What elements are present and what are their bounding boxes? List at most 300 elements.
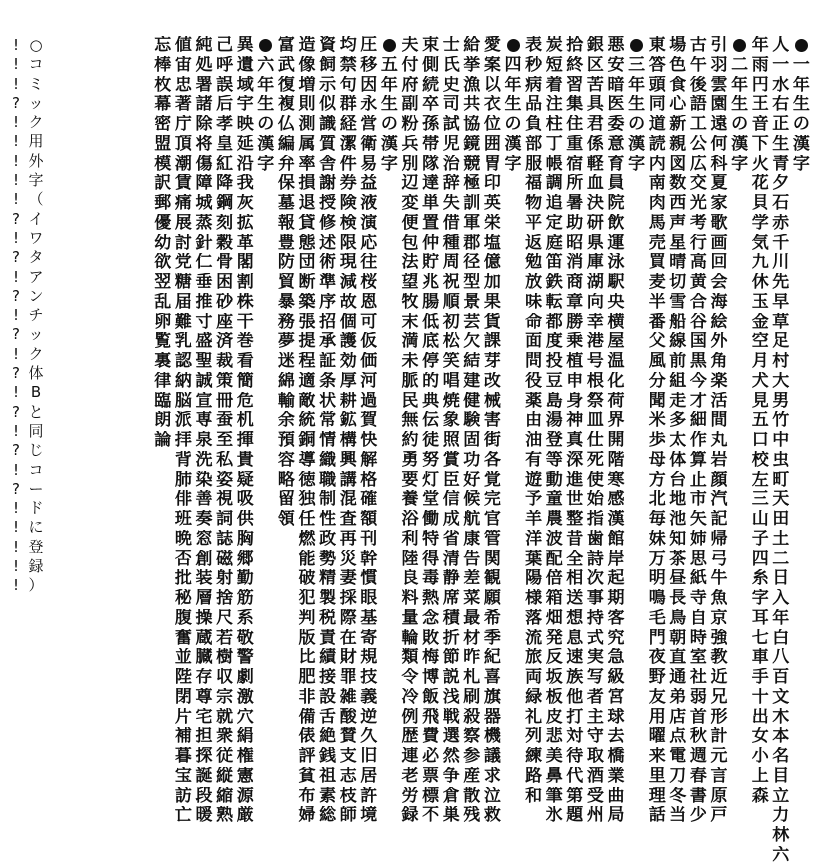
kanji-char: 粉 xyxy=(401,115,419,134)
kanji-char: 尺 xyxy=(216,608,234,628)
footnote-char: ! xyxy=(12,36,19,54)
kanji-char: 治 xyxy=(442,154,460,174)
kanji-char: 箱 xyxy=(545,589,563,608)
kanji-char: 里 xyxy=(648,766,666,786)
kanji-char: 員 xyxy=(607,174,625,194)
kanji-char: 犬 xyxy=(751,371,769,391)
kanji-column xyxy=(215,36,235,826)
footnote-char: ） xyxy=(28,576,44,595)
kanji-char: 文 xyxy=(772,687,790,707)
kanji-char: 存 xyxy=(195,668,213,687)
kanji-char: 則 xyxy=(298,95,316,115)
grade-heading-column xyxy=(379,36,399,174)
kanji-char: 入 xyxy=(772,589,790,608)
kanji-char: 手 xyxy=(751,668,769,687)
kanji-char: 肉 xyxy=(648,194,666,213)
kanji-char: 揮 xyxy=(236,431,254,450)
kanji-char: 第 xyxy=(566,786,584,806)
kanji-char: 純 xyxy=(195,36,213,55)
kanji-char: 年 xyxy=(772,608,790,628)
kanji-char: 型 xyxy=(463,273,481,292)
kanji-char: 害 xyxy=(483,411,501,431)
kanji-char: 査 xyxy=(339,510,357,529)
kanji-char: 飛 xyxy=(422,707,440,727)
kanji-char: 対 xyxy=(566,727,584,747)
kanji-char: 魚 xyxy=(710,589,728,608)
kanji-char: 画 xyxy=(710,233,728,253)
kanji-char: 絶 xyxy=(319,727,337,747)
kanji-char: 詞 xyxy=(216,510,234,529)
kanji-char: 晩 xyxy=(174,529,192,549)
kanji-char: 羊 xyxy=(525,510,543,529)
kanji-char: 等 xyxy=(545,450,563,470)
kanji-char: 述 xyxy=(319,233,337,253)
kanji-char: 集 xyxy=(566,95,584,115)
kanji-char: 展 xyxy=(174,213,192,233)
kanji-char: 側 xyxy=(422,55,440,75)
kanji-char: 助 xyxy=(566,213,584,233)
kanji-char: 件 xyxy=(339,154,357,174)
kanji-char: 面 xyxy=(525,332,543,352)
kanji-char: 委 xyxy=(607,115,625,134)
kanji-char: 節 xyxy=(442,648,460,668)
kanji-char: 不 xyxy=(422,806,440,826)
kanji-char: 枝 xyxy=(339,786,357,806)
kanji-char: 仁 xyxy=(195,253,213,273)
kanji-char: 字 xyxy=(257,154,275,174)
kanji-char: 約 xyxy=(401,431,419,450)
kanji-char: 護 xyxy=(339,332,357,352)
kanji-char: 海 xyxy=(710,292,728,312)
kanji-char: 失 xyxy=(442,194,460,213)
kanji-char: 屋 xyxy=(607,332,625,352)
kanji-char: 簡 xyxy=(236,371,254,391)
kanji-char: 戸 xyxy=(710,806,728,826)
kanji-char: 労 xyxy=(401,786,419,806)
kanji-char: 得 xyxy=(422,549,440,569)
kanji-char: 漁 xyxy=(463,75,481,95)
kanji-char: 度 xyxy=(545,332,563,352)
kanji-char: 航 xyxy=(463,510,481,529)
kanji-char: 服 xyxy=(525,154,543,174)
kanji-char: の xyxy=(731,115,749,134)
kanji-char: 寄 xyxy=(360,628,378,648)
kanji-char: 銅 xyxy=(298,431,316,450)
kanji-char: 単 xyxy=(422,194,440,213)
kanji-char: 立 xyxy=(772,786,790,806)
kanji-char: 練 xyxy=(525,747,543,766)
kanji-char: 残 xyxy=(463,806,481,826)
kanji-char: 革 xyxy=(236,233,254,253)
kanji-char: 週 xyxy=(689,747,707,766)
kanji-char: 憲 xyxy=(236,766,254,786)
kanji-char: 並 xyxy=(174,648,192,668)
kanji-char: 表 xyxy=(525,36,543,55)
kanji-char: 百 xyxy=(772,668,790,687)
kanji-char: 善 xyxy=(195,490,213,510)
kanji-char: 乱 xyxy=(154,292,172,312)
kanji-char: 素 xyxy=(319,786,337,806)
footnote-char: ! xyxy=(12,576,19,595)
kanji-char: 便 xyxy=(401,213,419,233)
kanji-char: 易 xyxy=(360,154,378,174)
kanji-char: 具 xyxy=(586,95,604,115)
kanji-char: 礼 xyxy=(525,707,543,727)
kanji-char: 実 xyxy=(586,648,604,668)
kanji-char: 明 xyxy=(648,569,666,589)
kanji-char: 賀 xyxy=(360,411,378,431)
kanji-char: 議 xyxy=(483,747,501,766)
kanji-char: 少 xyxy=(689,806,707,826)
kanji-char: 秘 xyxy=(174,589,192,608)
kanji-char: 改 xyxy=(483,371,501,391)
kanji-char: 千 xyxy=(772,233,790,253)
kanji-char: 合 xyxy=(689,292,707,312)
footnote-char: ク xyxy=(28,113,44,132)
kanji-char: 判 xyxy=(298,608,316,628)
kanji-char: 求 xyxy=(483,766,501,786)
kanji-char: 暗 xyxy=(607,75,625,95)
kanji-char: 生 xyxy=(504,95,522,115)
grade-heading-column xyxy=(503,36,523,174)
kanji-char: 内 xyxy=(648,154,666,174)
kanji-char: 台 xyxy=(669,470,687,490)
kanji-char: 線 xyxy=(669,332,687,352)
kanji-char: 再 xyxy=(339,529,357,549)
kanji-char: 専 xyxy=(195,411,213,431)
kanji-char: 豊 xyxy=(277,233,295,253)
kanji-char: 筆 xyxy=(545,786,563,806)
kanji-char: 聖 xyxy=(195,352,213,371)
kanji-char: 石 xyxy=(772,194,790,213)
kanji-char: 綿 xyxy=(277,371,295,391)
kanji-char: 書 xyxy=(689,786,707,806)
kanji-char: 備 xyxy=(298,707,316,727)
kanji-char: 訓 xyxy=(463,194,481,213)
kanji-char: 初 xyxy=(442,312,460,332)
kanji-char: 都 xyxy=(545,312,563,332)
kanji-char: 裁 xyxy=(216,352,234,371)
kanji-char: 年 xyxy=(751,36,769,55)
kanji-char: 協 xyxy=(463,115,481,134)
kanji-char: 貿 xyxy=(277,273,295,292)
kanji-char: 忠 xyxy=(174,75,192,95)
kanji-char: 苦 xyxy=(586,75,604,95)
kanji-char: の xyxy=(792,115,810,134)
kanji-column xyxy=(194,36,214,826)
footnote-char: ? xyxy=(12,286,20,305)
kanji-char: 塩 xyxy=(483,233,501,253)
kanji-char: 勉 xyxy=(525,253,543,273)
kanji-char: 正 xyxy=(772,115,790,134)
kanji-char: 話 xyxy=(648,806,666,826)
kanji-char: 価 xyxy=(360,352,378,371)
kanji-char: 胃 xyxy=(483,154,501,174)
kanji-char: 優 xyxy=(154,213,172,233)
kanji-char: 層 xyxy=(195,589,213,608)
kanji-char: 危 xyxy=(236,391,254,411)
kanji-char: 戦 xyxy=(442,707,460,727)
kanji-char: 院 xyxy=(607,194,625,213)
kanji-char: 油 xyxy=(525,431,543,450)
kanji-char: 例 xyxy=(401,707,419,727)
kanji-char: 泳 xyxy=(607,253,625,273)
kanji-char: 翌 xyxy=(154,273,172,292)
kanji-char: 日 xyxy=(772,569,790,589)
kanji-char: 事 xyxy=(586,589,604,608)
footnote-char: B xyxy=(30,383,42,402)
kanji-char: 臨 xyxy=(154,391,172,411)
kanji-char: 孝 xyxy=(216,115,234,134)
kanji-char: 景 xyxy=(463,292,481,312)
kanji-char: 論 xyxy=(154,431,172,450)
kanji-char: 遠 xyxy=(710,115,728,134)
kanji-char: 討 xyxy=(174,233,192,253)
kanji-char: 婦 xyxy=(298,806,316,826)
kanji-char: 属 xyxy=(298,134,316,154)
kanji-char: 受 xyxy=(586,786,604,806)
kanji-char: 近 xyxy=(710,668,728,687)
kanji-char: 去 xyxy=(607,727,625,747)
kanji-char: 験 xyxy=(463,411,481,431)
kanji-char: 犯 xyxy=(298,589,316,608)
footnote-char: コ xyxy=(28,460,44,479)
bullet-icon xyxy=(791,36,811,56)
kanji-char: 古 xyxy=(689,36,707,55)
kanji-char: 覚 xyxy=(483,470,501,490)
kanji-char: 浅 xyxy=(442,687,460,707)
kanji-char: 号 xyxy=(586,352,604,371)
kanji-char: 竹 xyxy=(772,411,790,431)
kanji-char: 条 xyxy=(319,371,337,391)
kanji-char: 遊 xyxy=(525,470,543,490)
kanji-char: 畑 xyxy=(545,608,563,628)
kanji-column xyxy=(771,36,791,866)
kanji-char: 公 xyxy=(689,134,707,154)
footnote-char: 録 xyxy=(28,557,44,576)
kanji-char: 船 xyxy=(669,312,687,332)
kanji-char: 乗 xyxy=(566,332,584,352)
kanji-char: 一 xyxy=(772,55,790,75)
kanji-char: 裏 xyxy=(154,352,172,371)
kanji-char: 相 xyxy=(566,569,584,589)
kanji-char: 径 xyxy=(463,253,481,273)
kanji-char: 生 xyxy=(257,95,275,115)
kanji-char: 教 xyxy=(710,648,728,668)
kanji-char: 親 xyxy=(669,134,687,154)
kanji-char: 曲 xyxy=(607,786,625,806)
footnote-char: コ xyxy=(28,55,44,74)
kanji-char: 転 xyxy=(545,292,563,312)
kanji-char: 丸 xyxy=(710,431,728,450)
kanji-char: 衣 xyxy=(483,95,501,115)
kanji-char: 習 xyxy=(566,75,584,95)
kanji-char: 漢 xyxy=(792,134,810,154)
kanji-char: 生 xyxy=(380,95,398,115)
kanji-char: 官 xyxy=(483,510,501,529)
kanji-char: 森 xyxy=(751,786,769,806)
kanji-char: 傷 xyxy=(195,154,213,174)
kanji-char: 月 xyxy=(751,352,769,371)
kanji-char: 在 xyxy=(339,628,357,648)
kanji-char: 往 xyxy=(360,253,378,273)
kanji-char: 人 xyxy=(772,36,790,55)
kanji-char: 復 xyxy=(277,75,295,95)
kanji-char: 富 xyxy=(277,36,295,55)
kanji-char: 境 xyxy=(360,806,378,826)
kanji-char: 空 xyxy=(751,332,769,352)
kanji-char: 字 xyxy=(731,154,749,174)
kanji-char: 細 xyxy=(689,411,707,431)
kanji-char: 定 xyxy=(545,213,563,233)
kanji-char: 敬 xyxy=(236,628,254,648)
kanji-char: 置 xyxy=(422,213,440,233)
kanji-char: 六 xyxy=(257,55,275,75)
kanji-char: 根 xyxy=(586,371,604,391)
kanji-char: 尊 xyxy=(195,687,213,707)
footnote-char: ? xyxy=(12,479,20,498)
kanji-char: 燃 xyxy=(298,529,316,549)
footnote-char: ? xyxy=(12,441,20,460)
kanji-char: 砂 xyxy=(216,292,234,312)
footnote-column xyxy=(26,36,46,596)
bullet-icon xyxy=(627,36,647,56)
footnote-char: じ xyxy=(28,441,44,460)
kanji-char: 勝 xyxy=(566,312,584,332)
kanji-char: 歌 xyxy=(710,213,728,233)
kanji-char: 机 xyxy=(236,411,254,431)
kanji-char: 麦 xyxy=(648,273,666,292)
kanji-char: 術 xyxy=(319,253,337,273)
kanji-char: 念 xyxy=(422,608,440,628)
kanji-char: 牧 xyxy=(401,292,419,312)
kanji-char: 舎 xyxy=(319,154,337,174)
kanji-char: 周 xyxy=(442,253,460,273)
kanji-char: 切 xyxy=(669,273,687,292)
kanji-char: 牛 xyxy=(710,569,728,589)
kanji-char: 卵 xyxy=(154,312,172,332)
kanji-char: 式 xyxy=(586,628,604,648)
kanji-char: 察 xyxy=(463,727,481,747)
kanji-char: 死 xyxy=(586,450,604,470)
kanji-char: 吸 xyxy=(236,490,254,510)
kanji-char: 統 xyxy=(298,411,316,431)
kanji-char: 候 xyxy=(463,490,481,510)
footnote-char: ワ xyxy=(28,228,44,247)
kanji-char: 后 xyxy=(216,95,234,115)
kanji-char: 無 xyxy=(401,411,419,431)
kanji-char: 出 xyxy=(751,707,769,727)
kanji-char: 足 xyxy=(772,332,790,352)
kanji-char: 主 xyxy=(586,707,604,727)
kanji-char: 詩 xyxy=(586,549,604,569)
kanji-char: 短 xyxy=(545,55,563,75)
kanji-char: 意 xyxy=(607,134,625,154)
kanji-char: 確 xyxy=(360,490,378,510)
kanji-char: 支 xyxy=(339,747,357,766)
kanji-char: 三 xyxy=(628,55,646,75)
kanji-char: 材 xyxy=(463,628,481,648)
kanji-char: 芽 xyxy=(483,352,501,371)
kanji-char: 模 xyxy=(154,154,172,174)
kanji-char: 希 xyxy=(483,608,501,628)
kanji-char: 臣 xyxy=(442,470,460,490)
kanji-char: 矢 xyxy=(689,510,707,529)
kanji-char: 段 xyxy=(195,786,213,806)
kanji-char: 永 xyxy=(360,95,378,115)
kanji-char: 頭 xyxy=(648,75,666,95)
kanji-char: 町 xyxy=(772,470,790,490)
kanji-char: 額 xyxy=(360,510,378,529)
kanji-char: 唱 xyxy=(442,371,460,391)
kanji-char: 昭 xyxy=(566,233,584,253)
kanji-char: 異 xyxy=(236,36,254,55)
kanji-char: 朝 xyxy=(669,628,687,648)
kanji-char: 読 xyxy=(648,134,666,154)
kanji-char: 禁 xyxy=(339,55,357,75)
kanji-char: 卒 xyxy=(422,95,440,115)
footnote-char: ! xyxy=(12,190,19,209)
kanji-char: 腹 xyxy=(174,608,192,628)
kanji-char: 久 xyxy=(360,727,378,747)
kanji-column xyxy=(153,36,173,451)
kanji-char: 夜 xyxy=(648,648,666,668)
kanji-char: 橋 xyxy=(607,747,625,766)
kanji-char: 反 xyxy=(545,648,563,668)
kanji-char: 逆 xyxy=(360,707,378,727)
kanji-char: 閉 xyxy=(174,687,192,707)
kanji-char: 左 xyxy=(751,470,769,490)
kanji-char: 職 xyxy=(319,470,337,490)
kanji-char: 一 xyxy=(792,55,810,75)
kanji-char: 返 xyxy=(525,233,543,253)
kanji-char: 過 xyxy=(360,391,378,411)
kanji-char: 池 xyxy=(669,510,687,529)
kanji-char: 液 xyxy=(360,194,378,213)
kanji-char: 貧 xyxy=(298,766,316,786)
kanji-char: 陛 xyxy=(174,668,192,687)
kanji-char: 思 xyxy=(689,549,707,569)
kanji-char: 究 xyxy=(607,628,625,648)
kanji-char: の xyxy=(628,115,646,134)
kanji-char: 雲 xyxy=(710,75,728,95)
kanji-char: 才 xyxy=(689,391,707,411)
kanji-char: 班 xyxy=(174,510,192,529)
footnote-char: ! xyxy=(12,151,19,170)
kanji-char: 氏 xyxy=(442,55,460,75)
kanji-char: 区 xyxy=(586,55,604,75)
kanji-char: 応 xyxy=(360,233,378,253)
kanji-char: 湯 xyxy=(545,411,563,431)
kanji-char: 丁 xyxy=(545,134,563,154)
kanji-char: 身 xyxy=(566,391,584,411)
kanji-char: 従 xyxy=(216,747,234,766)
kanji-char: 進 xyxy=(566,470,584,490)
kanji-char: 順 xyxy=(442,292,460,312)
kanji-char: 島 xyxy=(545,391,563,411)
kanji-char: 草 xyxy=(772,312,790,332)
kanji-char: 方 xyxy=(648,470,666,490)
kanji-char: 操 xyxy=(195,608,213,628)
kanji-char: 漢 xyxy=(731,134,749,154)
kanji-char: 敗 xyxy=(422,628,440,648)
kanji-char: 願 xyxy=(483,589,501,608)
kanji-char: 低 xyxy=(422,312,440,332)
footnote-char: ! xyxy=(12,55,19,74)
footnote-char: ド xyxy=(28,499,44,518)
kanji-char: 織 xyxy=(319,450,337,470)
kanji-char: 外 xyxy=(710,332,728,352)
